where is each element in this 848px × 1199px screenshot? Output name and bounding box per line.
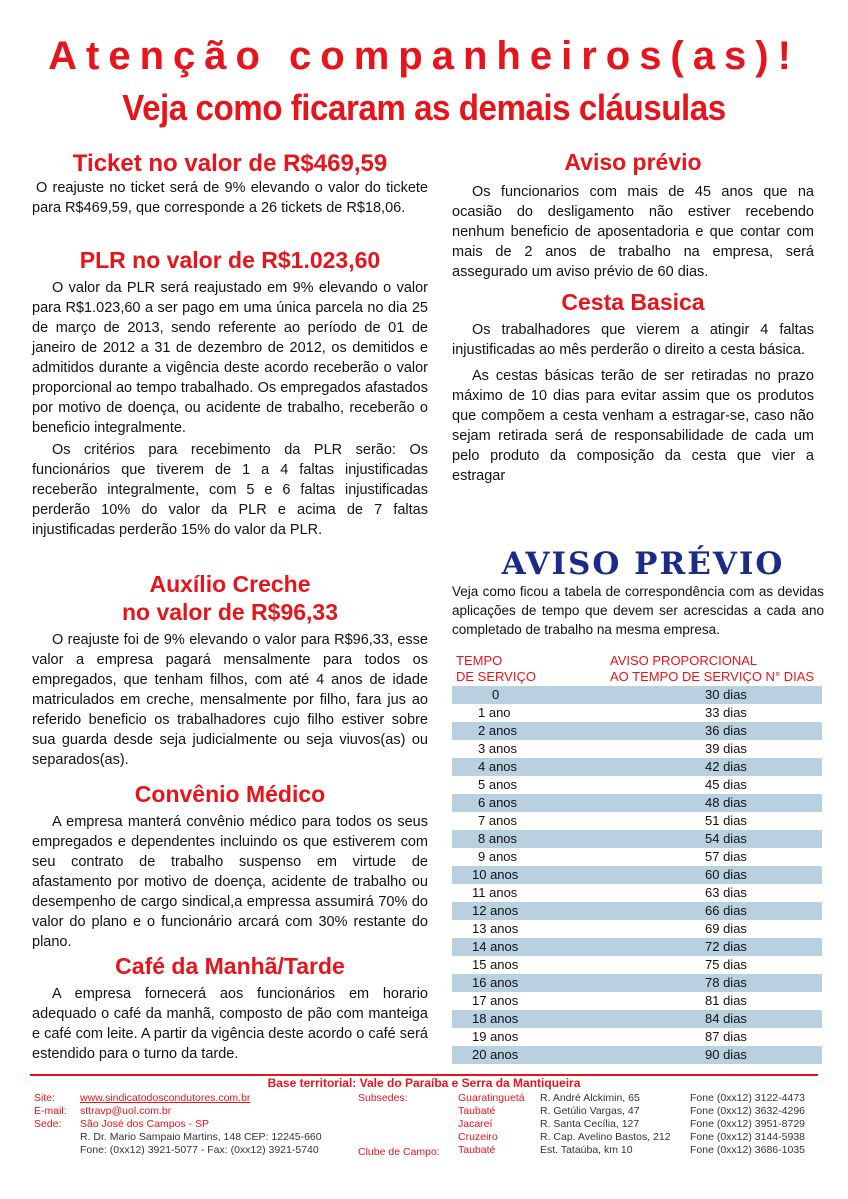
ticket-title: Ticket no valor de R$469,59 <box>72 150 388 177</box>
sede-label: Sede: <box>34 1118 62 1130</box>
tempo-cell: 19 anos <box>472 1029 519 1044</box>
creche-title-line-2: no valor de R$96,33 <box>121 599 339 625</box>
table-row <box>452 956 822 974</box>
cesta-title: Cesta Basica <box>561 289 705 315</box>
table-row <box>452 722 822 740</box>
subsede-city: Jacareí <box>458 1118 493 1130</box>
dias-cell: 84 dias <box>705 1011 747 1026</box>
creche-text: O reajuste foi de 9% elevando o valor para R$96,33, esse valor a empresa pagará mensalmente para todos os empregados, que tenham filhos, com até 4 anos de idade matriculados em creche, mensalmente por filho, fara jus ao referido beneficio os trabalhadores cujo filho estiver sobre sua guarda desde seja judicialmente ou seja viuvos(as) ou separados(as). <box>32 632 428 768</box>
cafe-section <box>32 952 428 1064</box>
plr-section <box>32 246 428 540</box>
col-header-tempo <box>456 653 536 685</box>
table-row <box>452 740 822 758</box>
headline-clauses: Veja como ficaram as demais cláusulas <box>122 87 726 128</box>
dias-cell: 30 dias <box>705 687 747 702</box>
dias-cell: 36 dias <box>705 723 747 738</box>
subsede-phone: Fone (0xx12) 3122-4473 <box>690 1092 805 1104</box>
tempo-cell: 18 anos <box>472 1011 519 1026</box>
dias-cell: 48 dias <box>705 795 747 810</box>
table-row <box>452 902 822 920</box>
aviso-table-body <box>452 686 822 1064</box>
dias-cell: 33 dias <box>705 705 747 720</box>
cafe-title: Café da Manhã/Tarde <box>115 953 345 979</box>
email-link[interactable]: sttravp@uol.com.br <box>80 1105 172 1117</box>
tempo-cell: 15 anos <box>472 957 519 972</box>
subsede-phone: Fone (0xx12) 3951-8729 <box>690 1118 805 1130</box>
tempo-cell: 14 anos <box>472 939 519 954</box>
subsedes-phones <box>690 1092 805 1157</box>
convenio-title: Convênio Médico <box>134 781 326 807</box>
dias-cell: 60 dias <box>705 867 747 882</box>
clube-label: Clube de Campo: <box>358 1146 440 1158</box>
subsede-city: Taubaté <box>458 1144 496 1156</box>
aviso-table-intro: Veja como ficou a tabela de correspondência com as devidas aplicações de tempo que devem ser acrescidas a cada ano completado de trabalho na mesma empresa. <box>452 584 824 637</box>
ticket-section <box>32 150 428 218</box>
aviso-title: Aviso prévio <box>564 149 702 175</box>
dias-cell: 75 dias <box>705 957 747 972</box>
table-row <box>452 848 822 866</box>
cesta-paragraph-1: Os trabalhadores que vierem a atingir 4 faltas injustificadas ao mês perderão o direito a cesta básica. <box>452 322 814 358</box>
dias-cell: 57 dias <box>705 849 747 864</box>
dias-cell: 87 dias <box>705 1029 747 1044</box>
subsede-phone: Fone (0xx12) 3632-4296 <box>690 1105 805 1117</box>
sede-address: R. Dr. Mario Sampaio Martins, 148 CEP: 12245-660 <box>80 1131 322 1143</box>
tempo-cell: 17 anos <box>472 993 519 1008</box>
col-header-tempo-line-2: DE SERVIÇO <box>456 669 536 684</box>
subsede-city: Guaratinguetá <box>458 1092 525 1104</box>
dias-cell: 51 dias <box>705 813 747 828</box>
dias-cell: 45 dias <box>705 777 747 792</box>
table-row <box>452 920 822 938</box>
table-row <box>452 866 822 884</box>
footer-title: Base territorial: Vale do Paraíba e Serra da Mantiqueira <box>267 1076 581 1090</box>
headline-attention: Atenção companheiros(as)! <box>48 34 800 78</box>
subsede-address: R. Getúlio Vargas, 47 <box>540 1105 640 1117</box>
dias-cell: 90 dias <box>705 1047 747 1062</box>
tempo-cell: 0 <box>492 687 500 702</box>
cesta-paragraph-2: As cestas básicas terão de ser retiradas no prazo máximo de 10 dias para evitar assim que os produtos que compõem a cesta venham a estragar-se, caso não sejam retirada será de responsabilidade de cada um pelo produto da composição da cesta que vier a estragar <box>452 368 814 484</box>
table-row <box>452 776 822 794</box>
subsedes-cities <box>458 1092 525 1157</box>
table-row <box>452 974 822 992</box>
table-row <box>452 812 822 830</box>
col-header-aviso-line-1: AVISO PROPORCIONAL <box>610 653 758 668</box>
tempo-cell: 7 anos <box>478 813 518 828</box>
table-row <box>452 938 822 956</box>
email-label: E-mail: <box>34 1105 67 1117</box>
dias-cell: 63 dias <box>705 885 747 900</box>
dias-cell: 39 dias <box>705 741 747 756</box>
subsede-city: Cruzeiro <box>458 1131 498 1143</box>
tempo-cell: 10 anos <box>472 867 519 882</box>
aviso-table <box>452 686 822 1064</box>
table-row <box>452 830 822 848</box>
table-row <box>452 704 822 722</box>
site-link[interactable]: www.sindicatodoscondutores.com.br <box>80 1092 251 1104</box>
tempo-cell: 16 anos <box>472 975 519 990</box>
dias-cell: 78 dias <box>705 975 747 990</box>
convenio-text: A empresa manterá convênio médico para todos os seus empregados e dependentes incluindo os que estiverem com seu contrato de trabalho suspenso em virtude de afastamento por motivo de doença, acidente de trabalho ou desempenho de cargo sindical,a empressa assumirá 70% do valor do plano e o funcionário arcará com 30% restante do plano. <box>32 814 428 950</box>
dias-cell: 66 dias <box>705 903 747 918</box>
tempo-cell: 13 anos <box>472 921 519 936</box>
tempo-cell: 12 anos <box>472 903 519 918</box>
plr-paragraph-2: Os critérios para recebimento da PLR serão: Os funcionários que tiverem de 1 a 4 faltas injustificadas receberão integralmente, com 5 e 6 faltas injustificadas perderão 10% do valor da PLR e acima de 7 faltas injustificadas perderão 15% do valor da PLR. <box>32 442 428 538</box>
aviso-table-heading: AVISO PRÉVIO <box>501 546 785 582</box>
subsede-phone: Fone (0xx12) 3686-1035 <box>690 1144 805 1156</box>
sede-phone: Fone: (0xx12) 3921-5077 - Fax: (0xx12) 3921-5740 <box>80 1144 319 1156</box>
tempo-cell: 5 anos <box>478 777 518 792</box>
subsede-address: Est. Tataúba, km 10 <box>540 1144 633 1156</box>
table-row <box>452 1028 822 1046</box>
tempo-cell: 20 anos <box>472 1047 519 1062</box>
table-row <box>452 794 822 812</box>
creche-title-line-1: Auxílio Creche <box>149 571 311 597</box>
tempo-cell: 3 anos <box>478 741 518 756</box>
aviso-text: Os funcionarios com mais de 45 anos que na ocasião do desligamento não estiver recebendo nenhum beneficio de aposentadoria e que contar com mais de 2 anos de trabalho na empresa, será assegurado um aviso prévio de 60 dias. <box>452 184 814 280</box>
ticket-text: O reajuste no ticket será de 9% elevando o valor do tickete para R$469,59, que corresponde a 26 tickets de R$18,06. <box>32 180 428 216</box>
col-header-aviso <box>610 653 814 685</box>
plr-title: PLR no valor de R$1.023,60 <box>79 247 381 273</box>
subsede-address: R. André Alckimin, 65 <box>540 1092 640 1104</box>
dias-cell: 69 dias <box>705 921 747 936</box>
table-row <box>452 686 822 704</box>
tempo-cell: 6 anos <box>478 795 518 810</box>
dias-cell: 42 dias <box>705 759 747 774</box>
subsedes-addresses <box>540 1092 671 1157</box>
tempo-cell: 8 anos <box>478 831 518 846</box>
cafe-text: A empresa fornecerá aos funcionários em horario adequado o café da manhã, composto de pão com manteiga e café com leite. A partir da vigência deste acordo o café será estendido para o turno da tarde. <box>32 986 428 1062</box>
subsede-city: Taubaté <box>458 1105 496 1117</box>
col-header-aviso-line-2: AO TEMPO DE SERVIÇO N° DIAS <box>610 669 815 684</box>
tempo-cell: 11 anos <box>472 885 518 900</box>
convenio-section <box>32 780 428 952</box>
tempo-cell: 9 anos <box>478 849 518 864</box>
creche-section <box>32 570 428 770</box>
table-row <box>452 1046 822 1064</box>
subsede-phone: Fone (0xx12) 3144-5938 <box>690 1131 805 1143</box>
col-header-tempo-line-1: TEMPO <box>456 653 503 668</box>
subsedes-label: Subsedes: <box>358 1092 408 1104</box>
table-row <box>452 992 822 1010</box>
table-row <box>452 884 822 902</box>
sede-city: São José dos Campos - SP <box>80 1118 209 1130</box>
table-row <box>452 758 822 776</box>
dias-cell: 54 dias <box>705 831 747 846</box>
subsede-address: R. Santa Cecília, 127 <box>540 1118 640 1130</box>
table-row <box>452 1010 822 1028</box>
plr-paragraph-1: O valor da PLR será reajustado em 9% elevando o valor para R$1.023,60 a ser pago em uma única parcela no dia 25 de março de 2013, sendo referente ao período de 01 de janeiro de 2012 a 31 de dezembro de 2012, os demitidos e admitidos durante a vigência deste acordo receberão o valor proporcional ao tempo trabalhado. Os empregados afastados por motivo de doença, ou acidente de trabalho, receberão o beneficio integralmente. <box>32 280 428 436</box>
site-label: Site: <box>34 1092 56 1104</box>
dias-cell: 72 dias <box>705 939 747 954</box>
cesta-section <box>452 288 814 486</box>
tempo-cell: 2 anos <box>478 723 518 738</box>
aviso-section <box>452 148 814 282</box>
tempo-cell: 4 anos <box>478 759 518 774</box>
subsede-address: R. Cap. Avelino Bastos, 212 <box>540 1131 671 1143</box>
dias-cell: 81 dias <box>705 993 747 1008</box>
tempo-cell: 1 ano <box>478 705 511 720</box>
